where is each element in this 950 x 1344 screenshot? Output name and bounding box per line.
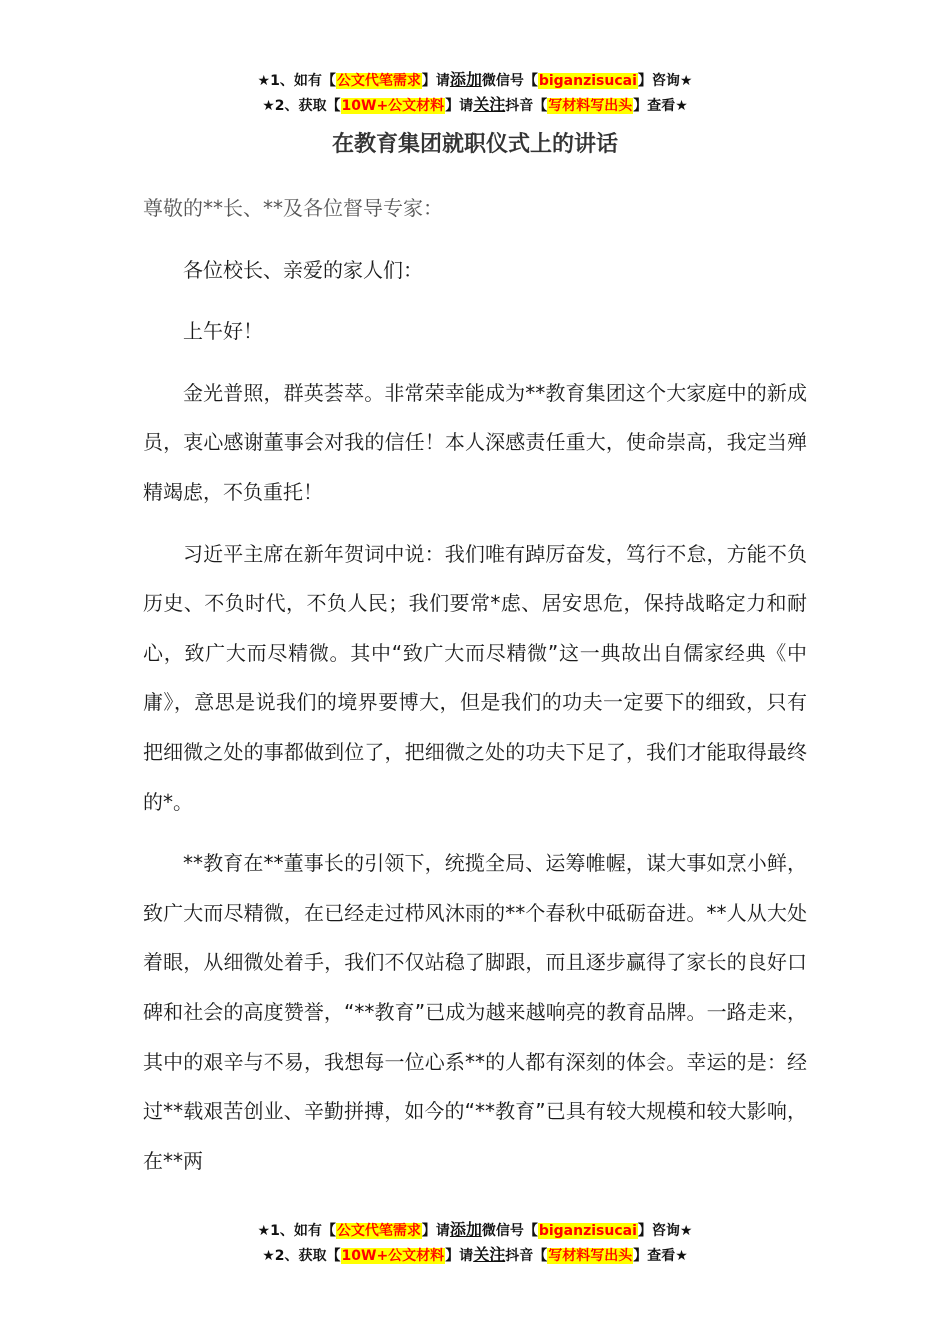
paragraph: 习近平主席在新年贺词中说：我们唯有踔厉奋发，笃行不怠，方能不负历史、不负时代，不负人民；我们要常*虑、居安思危，保持战略定力和耐心，致广大而尽精微。其中“致广大而尽精微”这一典故出自儒家经典《中庸》，意思是说我们的境界要博大，但是我们的功夫一定要下的细致，只有把细微之处的事都做到位了，把细微之处的功夫下足了，我们才能取得最终的*。	[143, 541, 807, 814]
header-banner	[0, 68, 950, 118]
banner-line-2: ★2、获取【10W+公文材料】请关注抖音【写材料写出头】查看★	[262, 95, 688, 114]
salutation: 尊敬的**长、**及各位督导专家：	[143, 196, 443, 220]
document-body	[143, 184, 807, 1198]
highlight-service: 公文代笔需求	[336, 1223, 421, 1239]
highlight-materials: 10W+公文材料	[341, 98, 445, 114]
paragraph: 上午好！	[183, 319, 263, 344]
highlight-wechat-id: biganzisucai	[538, 1223, 637, 1239]
banner-line-1: ★1、如有【公文代笔需求】请添加微信号【biganzisucai】咨询★	[257, 70, 693, 89]
highlight-douyin: 写材料写出头	[548, 1248, 633, 1264]
paragraph: 金光普照，群英荟萃。非常荣幸能成为**教育集团这个大家庭中的新成员，衷心感谢董事会对我的信任！本人深感责任重大，使命崇高，我定当殚精竭虑，不负重托！	[143, 380, 807, 504]
highlight-materials: 10W+公文材料	[341, 1248, 445, 1264]
document-title: 在教育集团就职仪式上的讲话	[331, 132, 618, 157]
highlight-douyin: 写材料写出头	[548, 98, 633, 114]
paragraph: 各位校长、亲爱的家人们：	[183, 257, 423, 282]
highlight-wechat-id: biganzisucai	[538, 73, 637, 89]
banner-line-1: ★1、如有【公文代笔需求】请添加微信号【biganzisucai】咨询★	[257, 1220, 693, 1239]
banner-line-2: ★2、获取【10W+公文材料】请关注抖音【写材料写出头】查看★	[262, 1245, 688, 1264]
highlight-service: 公文代笔需求	[336, 73, 421, 89]
paragraph: **教育在**董事长的引领下，统揽全局、运筹帷幄，谋大事如烹小鲜，致广大而尽精微，在已经走过栉风沐雨的**个春秋中砥砺奋进。**人从大处着眼，从细微处着手，我们不仅站稳了脚跟，而且逐步赢得了家长的良好口碑和社会的高度赞誉，“**教育”已成为越来越响亮的教育品牌。一路走来，其中的艰辛与不易，我想每一位心系**的人都有深刻的体会。幸运的是：经过**载艰苦创业、辛勤拼搏，如今的“**教育”已具有较大规模和较大影响，在**两	[143, 851, 807, 1173]
footer-banner	[0, 1218, 950, 1268]
